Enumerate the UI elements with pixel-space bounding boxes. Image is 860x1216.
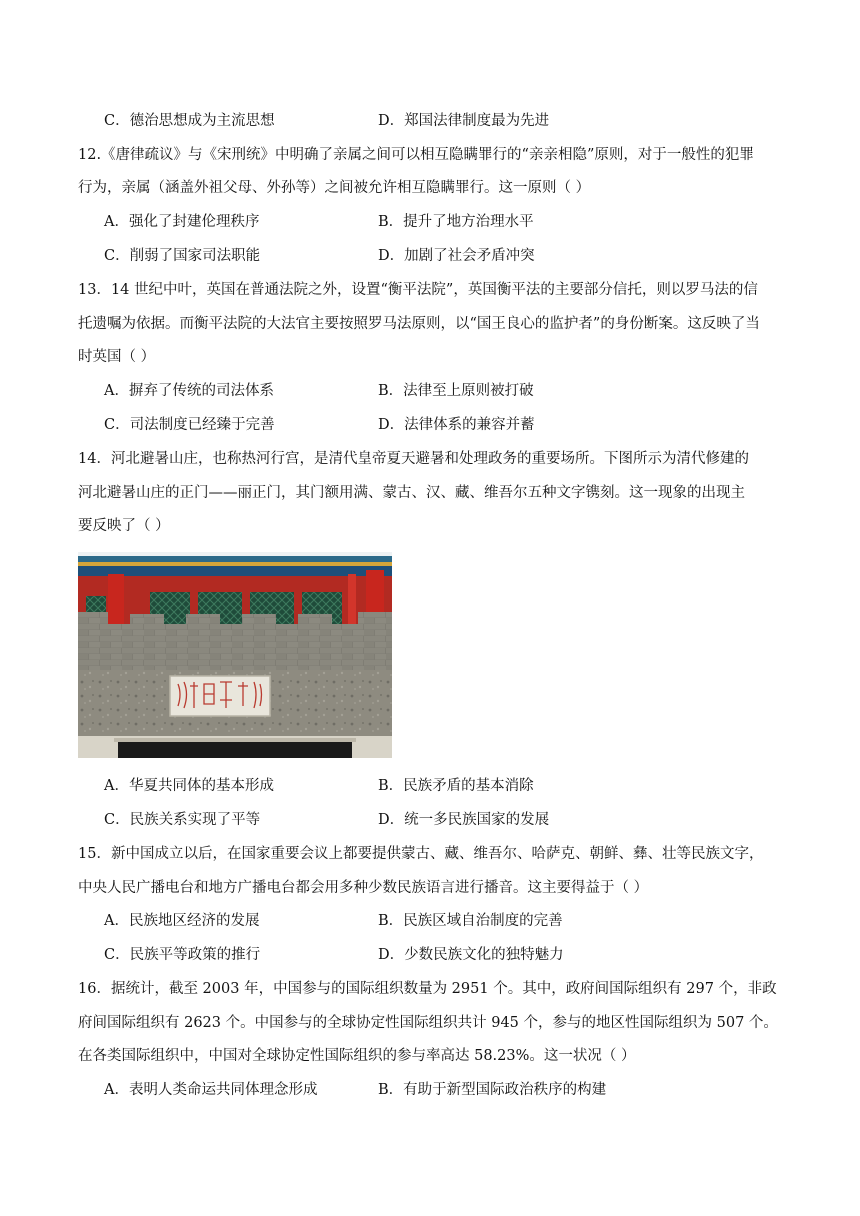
q15-option-c: C．民族平等政策的推行 <box>104 947 261 963</box>
q15-option-d: D．少数民族文化的独特魅力 <box>378 947 564 963</box>
q16-option-b: B．有助于新型国际政治秩序的构建 <box>378 1082 607 1098</box>
q12-option-c: C．削弱了国家司法职能 <box>104 248 261 264</box>
q13-stem-line-2: 托遗嘱为依据。而衡平法院的大法官主要按照罗马法原则，以“国王良心的监护者”的身份断案。这反映了当 <box>78 316 760 332</box>
q12-stem-line-2: 行为，亲属（涵盖外祖父母、外孙等）之间被允许相互隐瞒罪行。这一原则（ ） <box>78 180 591 196</box>
q13-option-c: C．司法制度已经臻于完善 <box>104 417 275 433</box>
q12-option-d: D．加剧了社会矛盾冲突 <box>378 248 535 264</box>
q16-option-a: A．表明人类命运共同体理念形成 <box>104 1082 318 1098</box>
q11-option-c: C．德治思想成为主流思想 <box>104 113 275 129</box>
q14-option-d: D．统一多民族国家的发展 <box>378 812 550 828</box>
q11-option-d: D．郑国法律制度最为先进 <box>378 113 550 129</box>
q14-stem-line-2: 河北避暑山庄的正门——丽正门，其门额用满、蒙古、汉、藏、维吾尔五种文字镌刻。这一现象的出现主 <box>78 485 745 501</box>
q14-stem-line-1: 14．河北避暑山庄，也称热河行宫，是清代皇帝夏天避暑和处理政务的重要场所。下图所示为清代修建的 <box>78 451 749 467</box>
q16-stem-line-3: 在各类国际组织中，中国对全球协定性国际组织的参与率高达 58.23%。这一状况（ ） <box>78 1048 636 1064</box>
q13-option-a: A．摒弃了传统的司法体系 <box>104 383 274 399</box>
q14-option-b: B．民族矛盾的基本消除 <box>378 778 534 794</box>
q16-stem-line-2: 府间国际组织有 2623 个。中国参与的全球协定性国际组织共计 945 个，参与的地区性国际组织为 507 个。 <box>78 1015 778 1031</box>
q14-option-a: A．华夏共同体的基本形成 <box>104 778 274 794</box>
q13-stem-line-3: 时英国（ ） <box>78 349 156 365</box>
q12-option-b: B．提升了地方治理水平 <box>378 214 534 230</box>
q14-stem-line-3: 要反映了（ ） <box>78 518 170 534</box>
q15-stem-line-1: 15．新中国成立以后，在国家重要会议上都要提供蒙古、藏、维吾尔、哈萨克、朝鲜、彝、壮等民族文字， <box>78 846 764 862</box>
q13-stem-line-1: 13．14 世纪中叶，英国在普通法院之外，设置“衡平法院”，英国衡平法的主要部分信托，则以罗马法的信 <box>78 282 758 298</box>
q13-option-d: D．法律体系的兼容并蓄 <box>378 417 535 433</box>
q12-option-a: A．强化了封建伦理秩序 <box>104 214 260 230</box>
q15-stem-line-2: 中央人民广播电台和地方广播电台都会用多种少数民族语言进行播音。这主要得益于（ ） <box>78 880 649 896</box>
q15-option-a: A．民族地区经济的发展 <box>104 913 260 929</box>
q15-option-b: B．民族区域自治制度的完善 <box>378 913 563 929</box>
lizheng-gate-photo <box>78 552 392 758</box>
q14-option-c: C．民族关系实现了平等 <box>104 812 261 828</box>
q13-option-b: B．法律至上原则被打破 <box>378 383 534 399</box>
q12-stem-line-1: 12.《唐律疏议》与《宋刑统》中明确了亲属之间可以相互隐瞒罪行的“亲亲相隐”原则，对于一般性的犯罪 <box>78 147 754 163</box>
q16-stem-line-1: 16．据统计，截至 2003 年，中国参与的国际组织数量为 2951 个。其中，政府间国际组织有 297 个，非政 <box>78 981 777 997</box>
